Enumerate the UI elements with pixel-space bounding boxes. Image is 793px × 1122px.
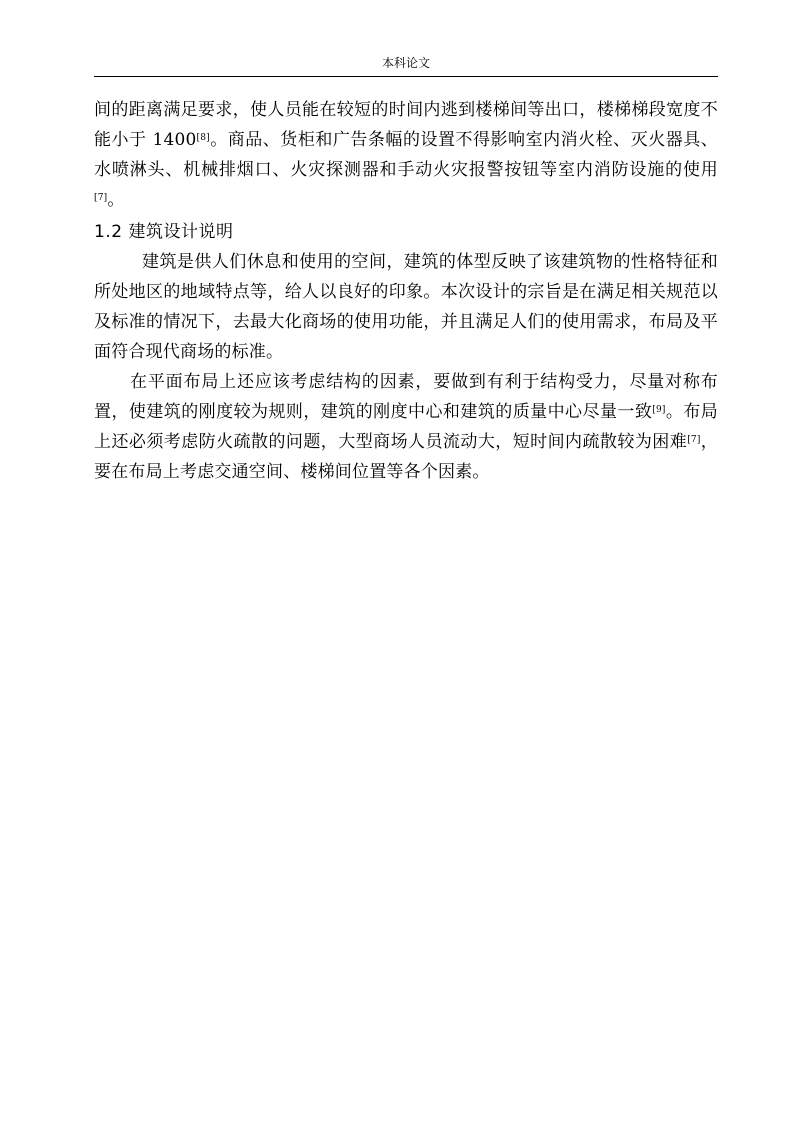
- paragraph-building-description: [94, 247, 718, 367]
- paragraph-text: 。布局上还必须考虑防火疏散的问题，大型商场人员流动大，短时间内疏散较为困难: [94, 402, 718, 452]
- paragraph-text: 间的距离满足要求，使人员能在较短的时间内逃到楼梯间等出口，楼梯梯段宽度不能小于 1400: [94, 100, 718, 150]
- paragraph-text: ，要在布局上考虑交通空间、楼梯间位置等各个因素。: [94, 432, 718, 482]
- body-text: [94, 95, 718, 487]
- paragraph-text: 在平面布局上还应该考虑结构的因素，要做到有利于结构受力，尽量对称布置，使建筑的刚度较为规则，建筑的刚度中心和建筑的质量中心尽量一致: [94, 372, 718, 422]
- running-header: 本科论文: [381, 56, 430, 70]
- section-number: 1.2: [94, 222, 123, 242]
- citation-mark: [8]: [196, 133, 210, 143]
- paragraph-continued: [94, 95, 718, 215]
- citation-mark: [7]: [687, 435, 701, 445]
- paragraph-text: 建筑是供人们休息和使用的空间，建筑的体型反映了该建筑物的性格特征和所处地区的地域特点等，给人以良好的印象。本次设计的宗旨是在满足相关规范以及标准的情况下，去最大化商场的使用功能，并且满足人们的使用需求，布局及平面符合现代商场的标准。: [94, 252, 718, 362]
- header-rule: [94, 76, 718, 77]
- paragraph-layout-considerations: [94, 367, 718, 487]
- citation-mark: [7]: [94, 193, 108, 203]
- paragraph-text: 。商品、货柜和广告条幅的设置不得影响室内消火栓、灭火器具、水喷淋头、机械排烟口、火灾探测器和手动火灾报警按钮等室内消防设施的使用: [94, 130, 718, 180]
- section-title: 建筑设计说明: [128, 222, 234, 242]
- paragraph-text: 。: [107, 190, 125, 210]
- citation-mark: [9]: [652, 405, 666, 415]
- section-heading: [94, 217, 718, 247]
